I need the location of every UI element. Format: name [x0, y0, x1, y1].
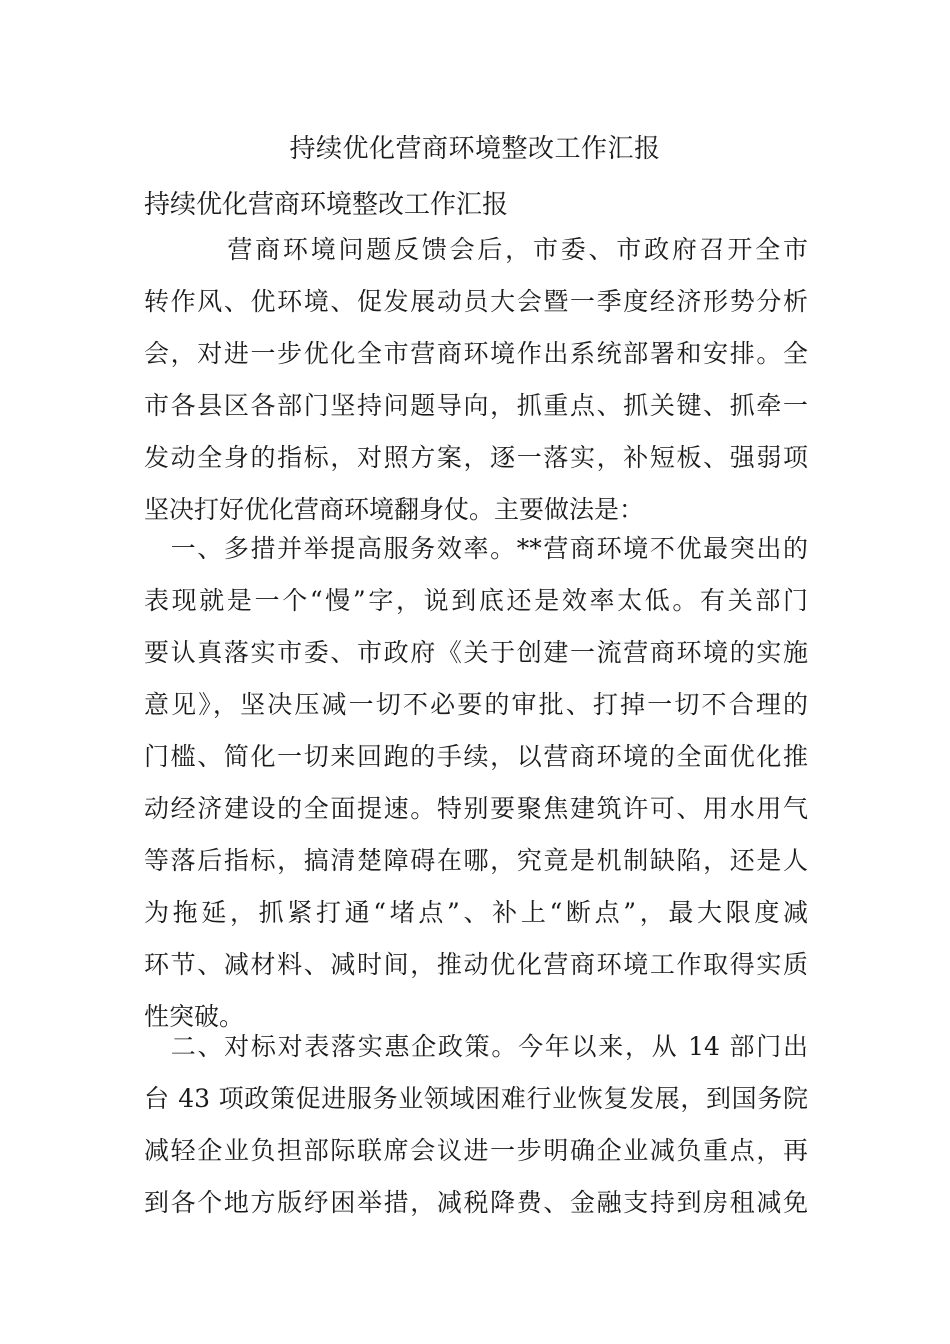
- paragraph-intro: [144, 224, 808, 536]
- paragraph-line: 表现就是一个“慢”字，说到底还是效率太低。有关部门: [144, 586, 808, 615]
- paragraph-line: 营商环境问题反馈会后，市委、市政府召开全市: [144, 235, 808, 264]
- paragraph-line: 到各个地方版纾困举措，减税降费、金融支持到房租减免: [144, 1188, 808, 1217]
- paragraph-line: 二、对标对表落实惠企政策。今年以来，从 14 部门出: [144, 1032, 808, 1061]
- paragraph-line: 会，对进一步优化全市营商环境作出系统部署和安排。全: [144, 339, 808, 368]
- paragraph-line: 性突破。: [144, 1002, 245, 1031]
- document-title: 持续优化营商环境整改工作汇报: [289, 134, 661, 164]
- paragraph-line: 台 43 项政策促进服务业领域困难行业恢复发展，到国务院: [144, 1084, 808, 1113]
- paragraph-section-1: [144, 523, 808, 1043]
- paragraph-section-2: [144, 1021, 808, 1229]
- paragraph-line: 转作风、优环境、促发展动员大会暨一季度经济形势分析: [144, 287, 808, 316]
- paragraph-line: 环节、减材料、减时间，推动优化营商环境工作取得实质: [144, 950, 808, 979]
- paragraph-line: 市各县区各部门坚持问题导向，抓重点、抓关键、抓牵一: [144, 391, 808, 420]
- paragraph-line: 发动全身的指标，对照方案，逐一落实，补短板、强弱项: [144, 443, 808, 472]
- paragraph-line: 意见》，坚决压减一切不必要的审批、打掉一切不合理的: [144, 690, 808, 719]
- document-subtitle: 持续优化营商环境整改工作汇报: [144, 190, 509, 220]
- paragraph-line: 门槛、简化一切来回跑的手续，以营商环境的全面优化推: [144, 742, 808, 771]
- paragraph-line: 一、多措并举提高服务效率。**营商环境不优最突出的: [144, 534, 808, 563]
- paragraph-line: 坚决打好优化营商环境翻身仗。主要做法是：: [144, 495, 645, 524]
- paragraph-line: 动经济建设的全面提速。特别要聚焦建筑许可、用水用气: [144, 794, 808, 823]
- paragraph-line: 要认真落实市委、市政府《关于创建一流营商环境的实施: [144, 638, 808, 667]
- paragraph-line: 为拖延，抓紧打通“堵点”、补上“断点”，最大限度减: [144, 898, 808, 927]
- paragraph-line: 等落后指标，搞清楚障碍在哪，究竟是机制缺陷，还是人: [144, 846, 808, 875]
- paragraph-line: 减轻企业负担部际联席会议进一步明确企业减负重点，再: [144, 1136, 808, 1165]
